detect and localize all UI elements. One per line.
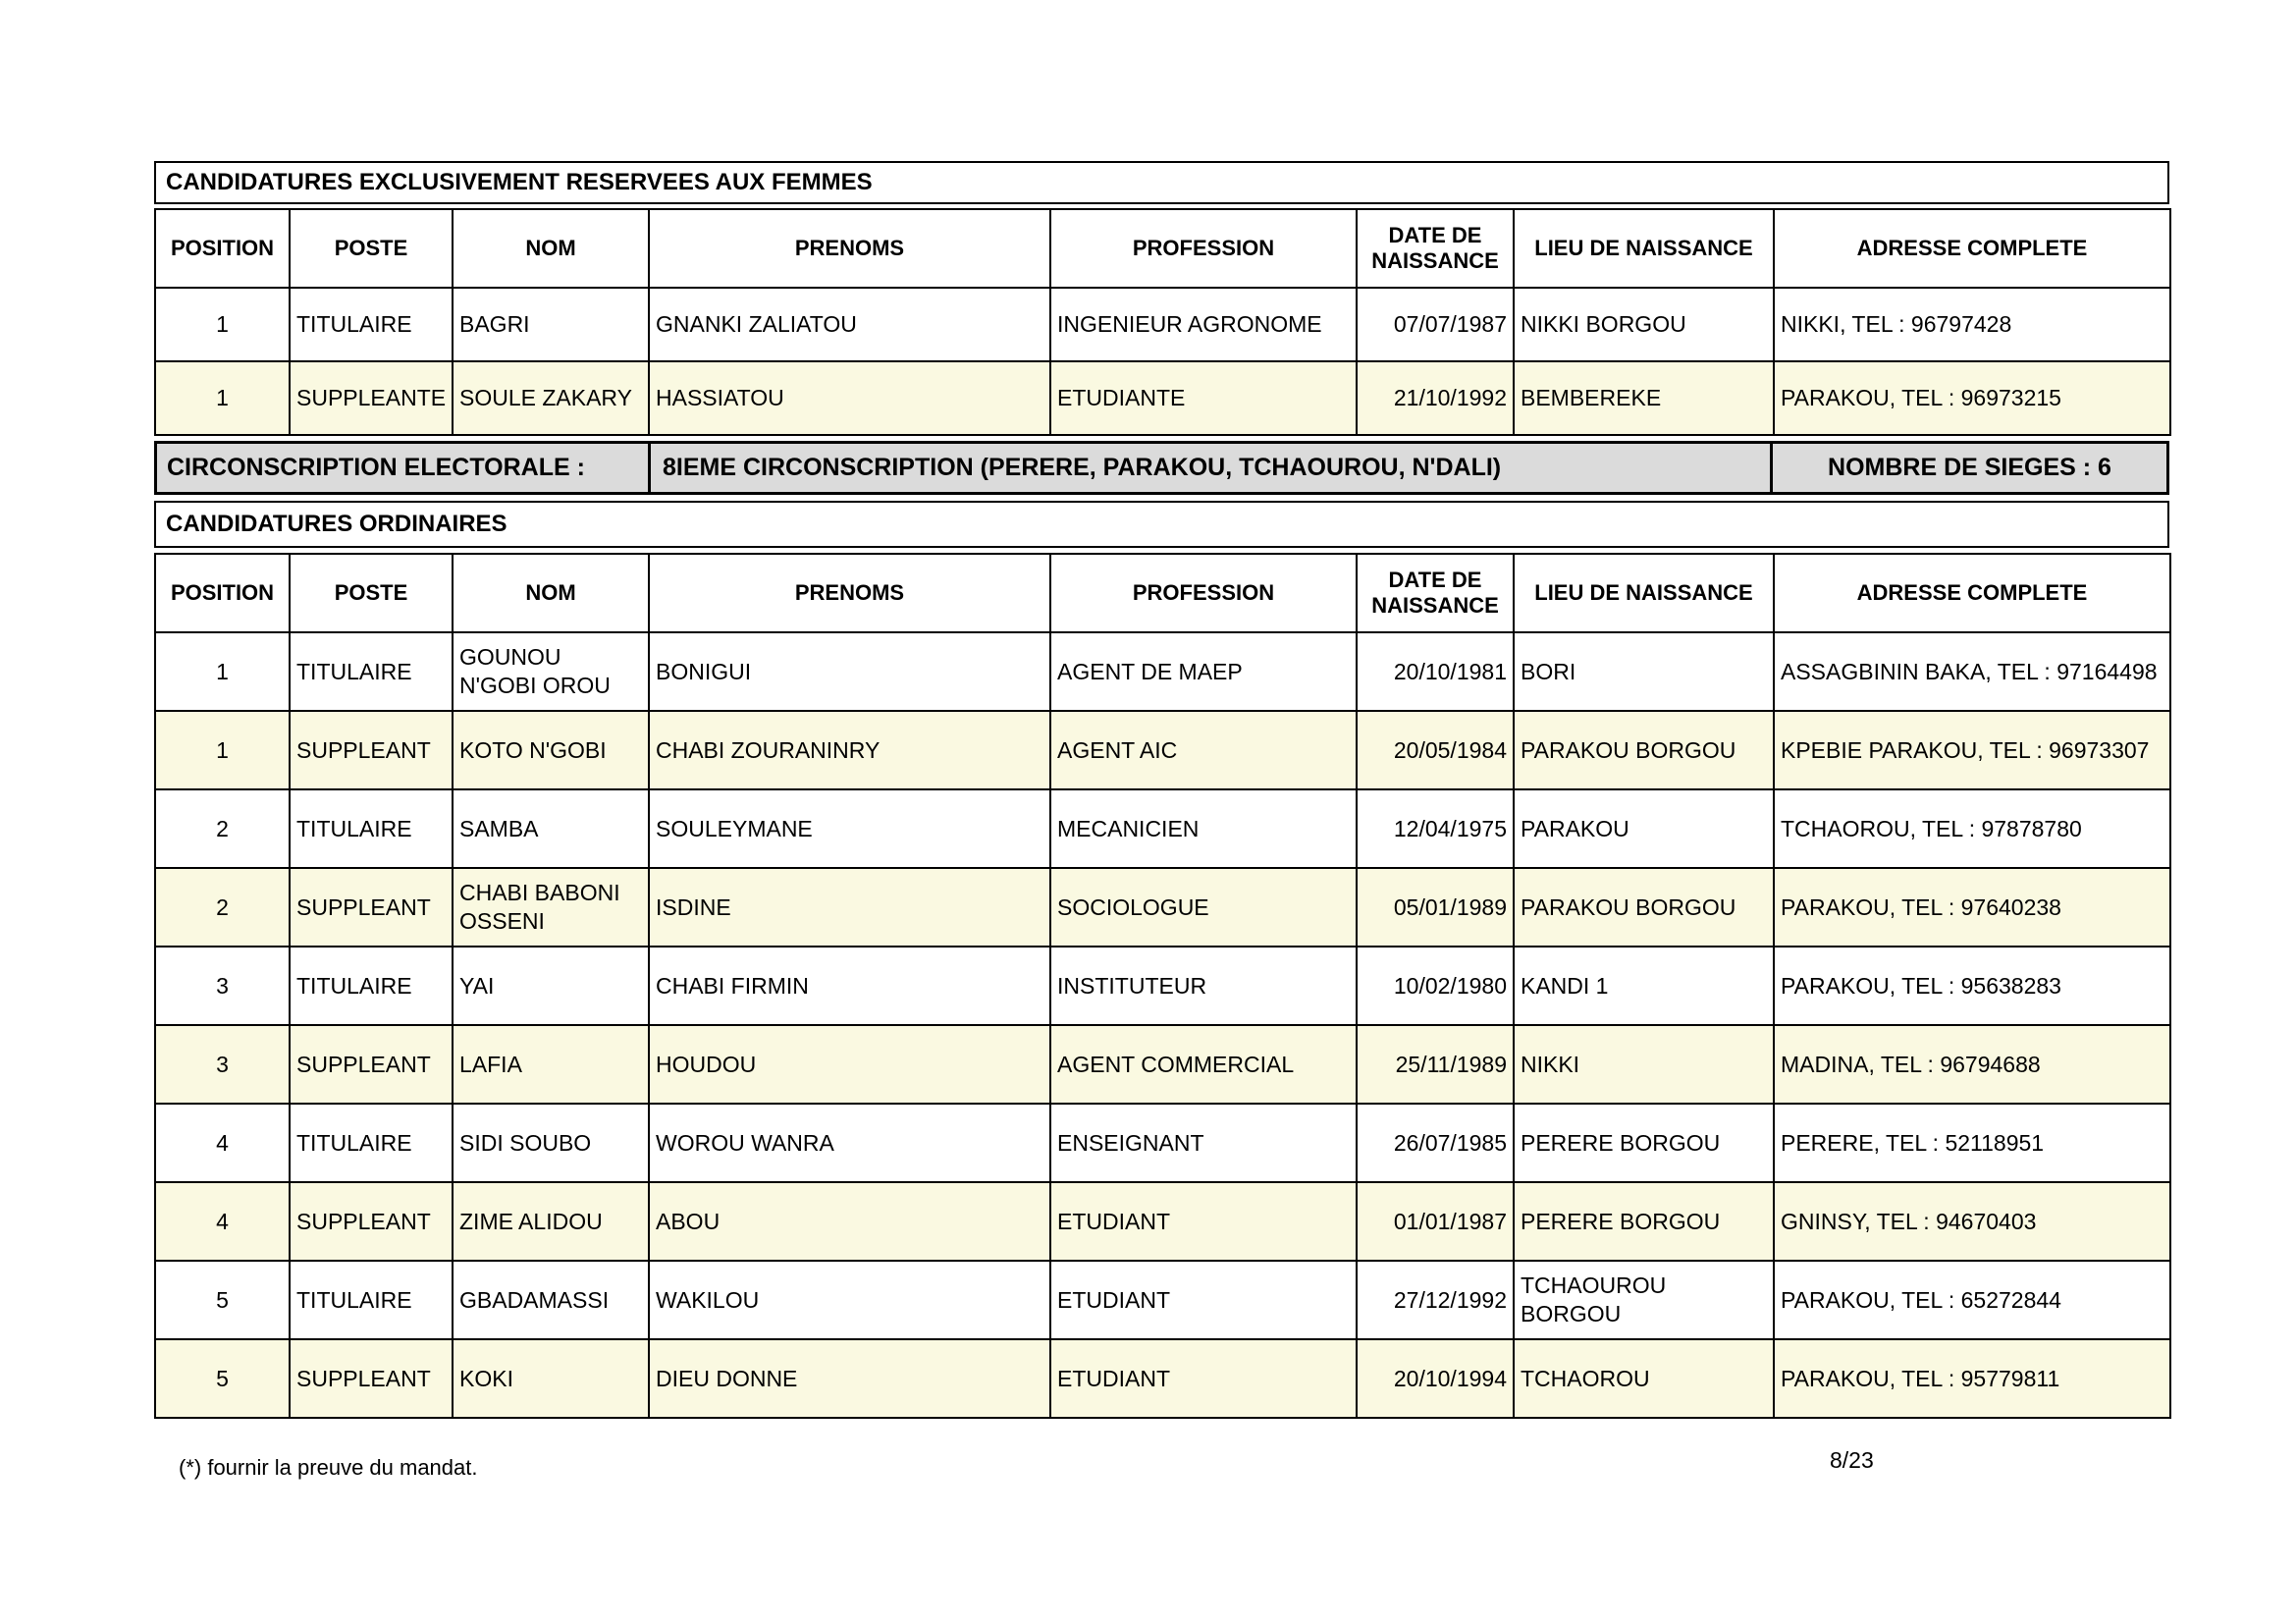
cell-poste: TITULAIRE: [290, 632, 453, 711]
column-header-position: POSITION: [155, 554, 290, 632]
table-row: [155, 868, 2170, 947]
column-header-profession: PROFESSION: [1050, 554, 1357, 632]
cell-date: 25/11/1989: [1357, 1025, 1514, 1104]
cell-nom: SAMBA: [453, 789, 649, 868]
cell-position: 5: [155, 1261, 290, 1339]
cell-nom: YAI: [453, 947, 649, 1025]
table-women: [154, 208, 2171, 436]
cell-position: 1: [155, 711, 290, 789]
cell-position: 1: [155, 632, 290, 711]
cell-poste: SUPPLEANT: [290, 1182, 453, 1261]
cell-prenoms: ISDINE: [649, 868, 1050, 947]
table-row: [155, 711, 2170, 789]
cell-nom: GOUNOU N'GOBI OROU: [453, 632, 649, 711]
table-ordinary: [154, 553, 2171, 1419]
cell-profession: AGENT DE MAEP: [1050, 632, 1357, 711]
cell-position: 1: [155, 288, 290, 361]
band-value: 8IEME CIRCONSCRIPTION (PERERE, PARAKOU, TCHAOUROU, N'DALI): [648, 444, 1773, 492]
cell-lieu: PARAKOU BORGOU: [1514, 711, 1774, 789]
cell-profession: ETUDIANT: [1050, 1182, 1357, 1261]
cell-nom: KOKI: [453, 1339, 649, 1418]
cell-poste: TITULAIRE: [290, 789, 453, 868]
cell-poste: SUPPLEANT: [290, 711, 453, 789]
cell-lieu: BORI: [1514, 632, 1774, 711]
cell-nom: SOULE ZAKARY: [453, 361, 649, 435]
cell-lieu: KANDI 1: [1514, 947, 1774, 1025]
cell-poste: TITULAIRE: [290, 947, 453, 1025]
cell-poste: SUPPLEANT: [290, 1025, 453, 1104]
cell-position: 3: [155, 947, 290, 1025]
band-seats: NOMBRE DE SIEGES : 6: [1828, 454, 2111, 481]
column-header-poste: POSTE: [290, 209, 453, 288]
column-header-position: POSITION: [155, 209, 290, 288]
cell-nom: GBADAMASSI: [453, 1261, 649, 1339]
band-label: CIRCONSCRIPTION ELECTORALE :: [167, 454, 585, 481]
cell-profession: ETUDIANT: [1050, 1339, 1357, 1418]
cell-adresse: NIKKI, TEL : 96797428: [1774, 288, 2170, 361]
header-row: [155, 209, 2170, 288]
column-header-lieu: LIEU DE NAISSANCE: [1514, 209, 1774, 288]
column-header-adresse: ADRESSE COMPLETE: [1774, 554, 2170, 632]
cell-position: 4: [155, 1104, 290, 1182]
cell-prenoms: HASSIATOU: [649, 361, 1050, 435]
table-row: [155, 789, 2170, 868]
cell-prenoms: WAKILOU: [649, 1261, 1050, 1339]
cell-profession: SOCIOLOGUE: [1050, 868, 1357, 947]
cell-prenoms: SOULEYMANE: [649, 789, 1050, 868]
cell-position: 5: [155, 1339, 290, 1418]
column-header-poste: POSTE: [290, 554, 453, 632]
cell-profession: INSTITUTEUR: [1050, 947, 1357, 1025]
column-header-nom: NOM: [453, 209, 649, 288]
cell-date: 01/01/1987: [1357, 1182, 1514, 1261]
column-header-adresse: ADRESSE COMPLETE: [1774, 209, 2170, 288]
cell-date: 07/07/1987: [1357, 288, 1514, 361]
cell-lieu: TCHAOROU: [1514, 1339, 1774, 1418]
cell-profession: AGENT AIC: [1050, 711, 1357, 789]
cell-prenoms: ABOU: [649, 1182, 1050, 1261]
cell-lieu: NIKKI BORGOU: [1514, 288, 1774, 361]
cell-lieu: PARAKOU: [1514, 789, 1774, 868]
cell-lieu: NIKKI: [1514, 1025, 1774, 1104]
cell-adresse: KPEBIE PARAKOU, TEL : 96973307: [1774, 711, 2170, 789]
cell-position: 3: [155, 1025, 290, 1104]
cell-poste: SUPPLEANTE: [290, 361, 453, 435]
page-number: 8/23: [1830, 1447, 1874, 1473]
cell-date: 20/05/1984: [1357, 711, 1514, 789]
cell-date: 20/10/1994: [1357, 1339, 1514, 1418]
cell-adresse: TCHAOROU, TEL : 97878780: [1774, 789, 2170, 868]
footnote: (*) fournir la preuve du mandat.: [179, 1455, 478, 1480]
cell-nom: LAFIA: [453, 1025, 649, 1104]
cell-prenoms: DIEU DONNE: [649, 1339, 1050, 1418]
cell-prenoms: CHABI FIRMIN: [649, 947, 1050, 1025]
cell-adresse: PARAKOU, TEL : 95638283: [1774, 947, 2170, 1025]
ordinary-tbody: [155, 632, 2170, 1418]
column-header-lieu: LIEU DE NAISSANCE: [1514, 554, 1774, 632]
table-row: [155, 1339, 2170, 1418]
column-header-prenoms: PRENOMS: [649, 554, 1050, 632]
cell-adresse: PARAKOU, TEL : 95779811: [1774, 1339, 2170, 1418]
cell-prenoms: GNANKI ZALIATOU: [649, 288, 1050, 361]
cell-poste: TITULAIRE: [290, 1104, 453, 1182]
cell-position: 1: [155, 361, 290, 435]
cell-profession: AGENT COMMERCIAL: [1050, 1025, 1357, 1104]
cell-adresse: GNINSY, TEL : 94670403: [1774, 1182, 2170, 1261]
table-row: [155, 1025, 2170, 1104]
table-row: [155, 632, 2170, 711]
cell-lieu: BEMBEREKE: [1514, 361, 1774, 435]
table-row: [155, 361, 2170, 435]
cell-nom: SIDI SOUBO: [453, 1104, 649, 1182]
cell-nom: BAGRI: [453, 288, 649, 361]
cell-position: 2: [155, 868, 290, 947]
table-row: [155, 288, 2170, 361]
cell-nom: KOTO N'GOBI: [453, 711, 649, 789]
cell-lieu: TCHAOUROU BORGOU: [1514, 1261, 1774, 1339]
circonscription-band: [154, 441, 2169, 495]
page-content: [154, 161, 2169, 1419]
cell-adresse: MADINA, TEL : 96794688: [1774, 1025, 2170, 1104]
cell-date: 26/07/1985: [1357, 1104, 1514, 1182]
cell-adresse: PARAKOU, TEL : 97640238: [1774, 868, 2170, 947]
cell-nom: ZIME ALIDOU: [453, 1182, 649, 1261]
header-row: [155, 554, 2170, 632]
cell-date: 05/01/1989: [1357, 868, 1514, 947]
cell-profession: MECANICIEN: [1050, 789, 1357, 868]
cell-poste: SUPPLEANT: [290, 868, 453, 947]
column-header-profession: PROFESSION: [1050, 209, 1357, 288]
cell-poste: SUPPLEANT: [290, 1339, 453, 1418]
cell-profession: INGENIEUR AGRONOME: [1050, 288, 1357, 361]
table-row: [155, 1104, 2170, 1182]
cell-prenoms: HOUDOU: [649, 1025, 1050, 1104]
cell-prenoms: CHABI ZOURANINRY: [649, 711, 1050, 789]
cell-date: 20/10/1981: [1357, 632, 1514, 711]
cell-profession: ENSEIGNANT: [1050, 1104, 1357, 1182]
section-title-ordinary: CANDIDATURES ORDINAIRES: [154, 501, 2169, 548]
cell-adresse: PARAKOU, TEL : 65272844: [1774, 1261, 2170, 1339]
column-header-date: DATE DE NAISSANCE: [1357, 209, 1514, 288]
cell-date: 12/04/1975: [1357, 789, 1514, 868]
cell-date: 27/12/1992: [1357, 1261, 1514, 1339]
table-row: [155, 1261, 2170, 1339]
cell-lieu: PERERE BORGOU: [1514, 1182, 1774, 1261]
cell-poste: TITULAIRE: [290, 1261, 453, 1339]
cell-profession: ETUDIANTE: [1050, 361, 1357, 435]
column-header-date: DATE DE NAISSANCE: [1357, 554, 1514, 632]
table-row: [155, 947, 2170, 1025]
column-header-prenoms: PRENOMS: [649, 209, 1050, 288]
section-title-women: CANDIDATURES EXCLUSIVEMENT RESERVEES AUX FEMMES: [154, 161, 2169, 204]
cell-position: 4: [155, 1182, 290, 1261]
women-tbody: [155, 288, 2170, 435]
cell-adresse: PERERE, TEL : 52118951: [1774, 1104, 2170, 1182]
cell-lieu: PERERE BORGOU: [1514, 1104, 1774, 1182]
column-header-nom: NOM: [453, 554, 649, 632]
cell-lieu: PARAKOU BORGOU: [1514, 868, 1774, 947]
cell-nom: CHABI BABONI OSSENI: [453, 868, 649, 947]
cell-profession: ETUDIANT: [1050, 1261, 1357, 1339]
cell-adresse: ASSAGBININ BAKA, TEL : 97164498: [1774, 632, 2170, 711]
cell-poste: TITULAIRE: [290, 288, 453, 361]
cell-position: 2: [155, 789, 290, 868]
cell-date: 21/10/1992: [1357, 361, 1514, 435]
cell-adresse: PARAKOU, TEL : 96973215: [1774, 361, 2170, 435]
cell-prenoms: WOROU WANRA: [649, 1104, 1050, 1182]
cell-prenoms: BONIGUI: [649, 632, 1050, 711]
table-row: [155, 1182, 2170, 1261]
cell-date: 10/02/1980: [1357, 947, 1514, 1025]
